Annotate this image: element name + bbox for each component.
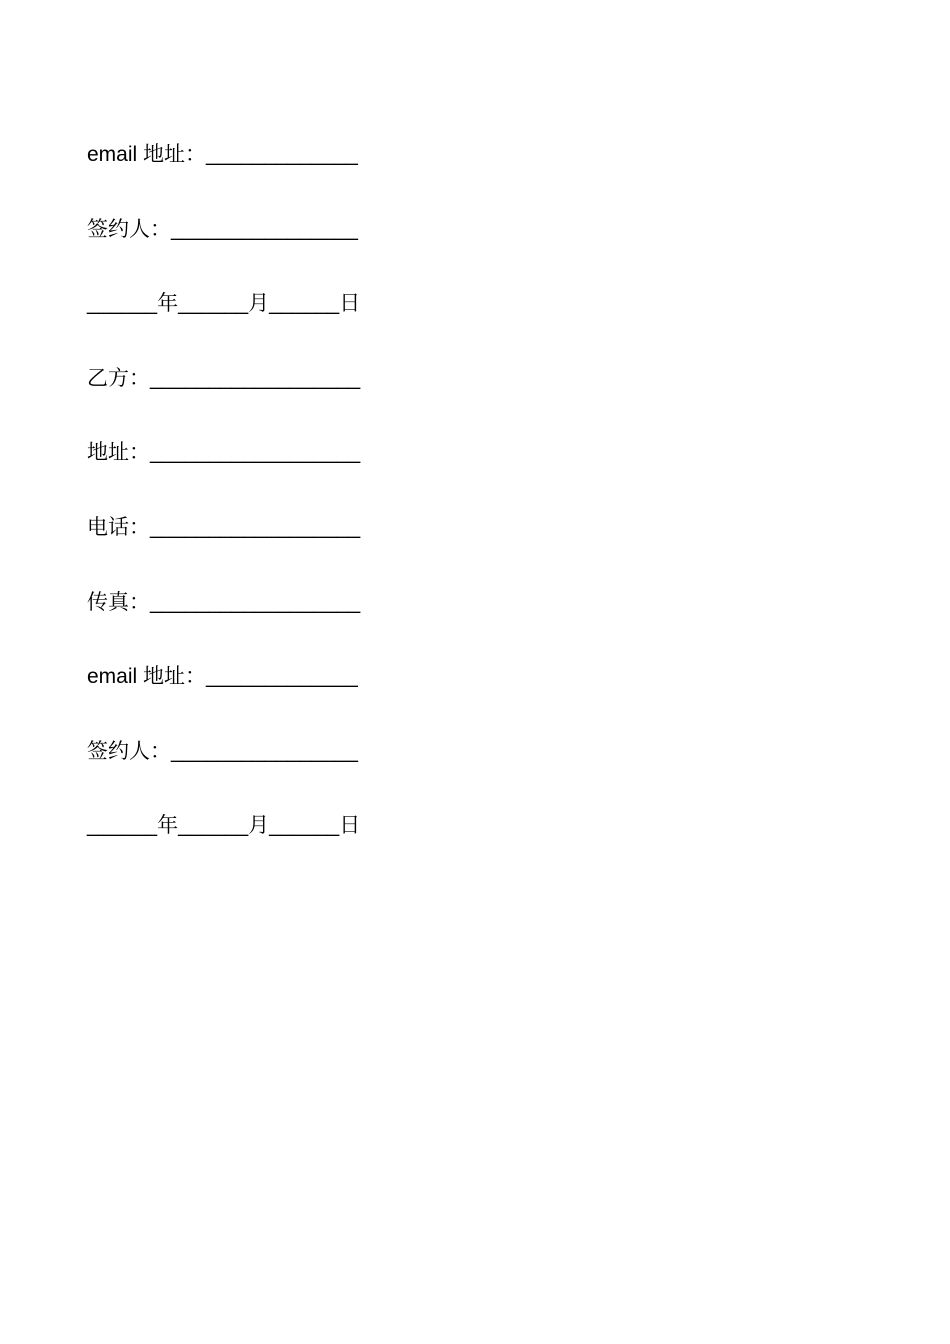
party-b-fax-line: 传真：__________________: [87, 590, 361, 614]
party-b-signatory-line: 签约人：________________: [87, 739, 358, 763]
party-b-heading-line: 乙方：__________________: [87, 366, 361, 390]
party-b-date-line: ______年______月______日: [87, 814, 361, 838]
party-b-email-line: email 地址：_____________: [87, 665, 358, 689]
party-b-address-line: 地址：__________________: [87, 441, 361, 465]
party-a-signatory-line: 签约人：________________: [87, 217, 358, 241]
party-b-phone-line: 电话：__________________: [87, 515, 361, 539]
signature-block: [87, 142, 360, 888]
party-a-date-line: ______年______月______日: [87, 292, 361, 316]
party-a-email-line: email 地址：_____________: [87, 143, 358, 166]
